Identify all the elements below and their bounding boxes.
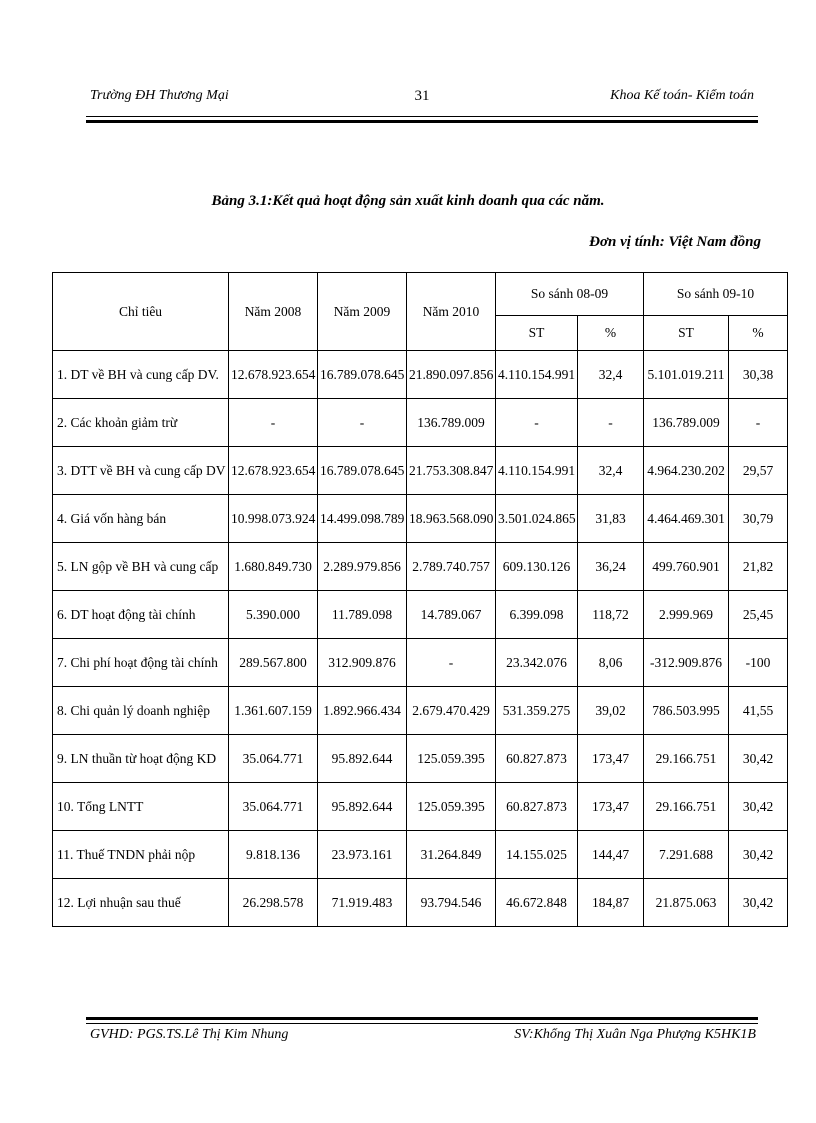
table-row (53, 687, 788, 735)
pct-08-09: 31,83 (578, 495, 644, 543)
pct-09-10: 29,57 (729, 447, 788, 495)
value-2010: 125.059.395 (407, 735, 496, 783)
pct-09-10: 21,82 (729, 543, 788, 591)
table-row (53, 591, 788, 639)
value-2008: 12.678.923.654 (229, 447, 318, 495)
diff-09-10: 5.101.019.211 (644, 351, 729, 399)
pct-08-09: 173,47 (578, 735, 644, 783)
diff-09-10: 4.964.230.202 (644, 447, 729, 495)
pct-09-10: 30,42 (729, 879, 788, 927)
value-2009: 16.789.078.645 (318, 351, 407, 399)
pct-08-09: - (578, 399, 644, 447)
subheader-st: ST (644, 316, 729, 351)
results-table (52, 272, 788, 927)
diff-08-09: 6.399.098 (496, 591, 578, 639)
diff-09-10: 21.875.063 (644, 879, 729, 927)
diff-09-10: 786.503.995 (644, 687, 729, 735)
diff-08-09: 60.827.873 (496, 735, 578, 783)
row-label: 10. Tổng LNTT (53, 783, 229, 831)
page-header (90, 88, 754, 110)
subheader-pct: % (729, 316, 788, 351)
table-row (53, 879, 788, 927)
pct-09-10: 30,79 (729, 495, 788, 543)
table-row (53, 735, 788, 783)
pct-08-09: 36,24 (578, 543, 644, 591)
value-2009: - (318, 399, 407, 447)
value-2008: 289.567.800 (229, 639, 318, 687)
pct-08-09: 144,47 (578, 831, 644, 879)
pct-09-10: 25,45 (729, 591, 788, 639)
pct-08-09: 39,02 (578, 687, 644, 735)
diff-08-09: 609.130.126 (496, 543, 578, 591)
header-compare-08-09: So sánh 08-09 (496, 273, 644, 316)
table-row (53, 543, 788, 591)
value-2008: - (229, 399, 318, 447)
header-row (53, 273, 788, 316)
value-2010: 14.789.067 (407, 591, 496, 639)
page-number: 31 (414, 88, 430, 104)
header-indicator: Chỉ tiêu (53, 273, 229, 351)
value-2008: 9.818.136 (229, 831, 318, 879)
footer-rule-thin (86, 1023, 758, 1024)
diff-09-10: 7.291.688 (644, 831, 729, 879)
value-2009: 23.973.161 (318, 831, 407, 879)
pct-09-10: - (729, 399, 788, 447)
value-2009: 1.892.966.434 (318, 687, 407, 735)
row-label: 4. Giá vốn hàng bán (53, 495, 229, 543)
table-row (53, 399, 788, 447)
value-2010: 18.963.568.090 (407, 495, 496, 543)
subheader-pct: % (578, 316, 644, 351)
header-faculty: Khoa Kế toán- Kiểm toán (610, 88, 754, 103)
value-2010: 93.794.546 (407, 879, 496, 927)
diff-08-09: 3.501.024.865 (496, 495, 578, 543)
table-row (53, 495, 788, 543)
value-2009: 71.919.483 (318, 879, 407, 927)
header-school: Trường ĐH Thương Mại (90, 88, 229, 103)
value-2009: 95.892.644 (318, 783, 407, 831)
row-label: 1. DT về BH và cung cấp DV. (53, 351, 229, 399)
value-2009: 312.909.876 (318, 639, 407, 687)
header-rule-thin (86, 116, 758, 117)
pct-08-09: 184,87 (578, 879, 644, 927)
diff-09-10: 4.464.469.301 (644, 495, 729, 543)
pct-09-10: 30,42 (729, 831, 788, 879)
diff-08-09: 4.110.154.991 (496, 447, 578, 495)
diff-08-09: 60.827.873 (496, 783, 578, 831)
diff-08-09: 14.155.025 (496, 831, 578, 879)
value-2010: - (407, 639, 496, 687)
table-row (53, 447, 788, 495)
pct-08-09: 173,47 (578, 783, 644, 831)
value-2010: 2.789.740.757 (407, 543, 496, 591)
diff-08-09: 4.110.154.991 (496, 351, 578, 399)
table-row (53, 639, 788, 687)
diff-09-10: -312.909.876 (644, 639, 729, 687)
value-2008: 1.361.607.159 (229, 687, 318, 735)
subheader-st: ST (496, 316, 578, 351)
value-2009: 11.789.098 (318, 591, 407, 639)
pct-08-09: 32,4 (578, 351, 644, 399)
diff-09-10: 2.999.969 (644, 591, 729, 639)
header-rule-thick (86, 120, 758, 123)
table-row (53, 831, 788, 879)
pct-09-10: 41,55 (729, 687, 788, 735)
row-label: 2. Các khoản giảm trừ (53, 399, 229, 447)
diff-08-09: - (496, 399, 578, 447)
diff-08-09: 46.672.848 (496, 879, 578, 927)
value-2009: 2.289.979.856 (318, 543, 407, 591)
pct-09-10: 30,42 (729, 783, 788, 831)
value-2010: 125.059.395 (407, 783, 496, 831)
value-2008: 1.680.849.730 (229, 543, 318, 591)
pct-09-10: 30,38 (729, 351, 788, 399)
table-title: Bảng 3.1:Kết quả hoạt động sản xuất kinh doanh qua các năm. (211, 193, 605, 209)
diff-09-10: 136.789.009 (644, 399, 729, 447)
pct-08-09: 118,72 (578, 591, 644, 639)
row-label: 8. Chi quản lý doanh nghiệp (53, 687, 229, 735)
row-label: 5. LN gộp về BH và cung cấp (53, 543, 229, 591)
row-label: 9. LN thuần từ hoạt động KD (53, 735, 229, 783)
row-label: 7. Chi phí hoạt động tài chính (53, 639, 229, 687)
header-year-2010: Năm 2010 (407, 273, 496, 351)
unit-note: Đơn vị tính: Việt Nam đồng (589, 234, 761, 250)
diff-09-10: 29.166.751 (644, 783, 729, 831)
diff-08-09: 23.342.076 (496, 639, 578, 687)
pct-08-09: 32,4 (578, 447, 644, 495)
pct-09-10: -100 (729, 639, 788, 687)
footer-rule-thick (86, 1017, 758, 1020)
value-2008: 35.064.771 (229, 735, 318, 783)
row-label: 11. Thuế TNDN phải nộp (53, 831, 229, 879)
footer-supervisor: GVHD: PGS.TS.Lê Thị Kim Nhung (90, 1027, 289, 1042)
pct-08-09: 8,06 (578, 639, 644, 687)
value-2009: 14.499.098.789 (318, 495, 407, 543)
table-row (53, 783, 788, 831)
row-label: 3. DTT về BH và cung cấp DV (53, 447, 229, 495)
header-year-2008: Năm 2008 (229, 273, 318, 351)
page-footer (90, 1027, 756, 1049)
value-2010: 136.789.009 (407, 399, 496, 447)
table-row (53, 351, 788, 399)
footer-student: SV:Khổng Thị Xuân Nga Phượng K5HK1B (514, 1027, 756, 1042)
value-2008: 26.298.578 (229, 879, 318, 927)
value-2008: 35.064.771 (229, 783, 318, 831)
diff-09-10: 499.760.901 (644, 543, 729, 591)
diff-08-09: 531.359.275 (496, 687, 578, 735)
value-2008: 12.678.923.654 (229, 351, 318, 399)
value-2010: 31.264.849 (407, 831, 496, 879)
row-label: 12. Lợi nhuận sau thuế (53, 879, 229, 927)
row-label: 6. DT hoạt động tài chính (53, 591, 229, 639)
header-compare-09-10: So sánh 09-10 (644, 273, 788, 316)
value-2009: 95.892.644 (318, 735, 407, 783)
value-2008: 10.998.073.924 (229, 495, 318, 543)
pct-09-10: 30,42 (729, 735, 788, 783)
value-2008: 5.390.000 (229, 591, 318, 639)
value-2010: 21.890.097.856 (407, 351, 496, 399)
value-2010: 2.679.470.429 (407, 687, 496, 735)
header-year-2009: Năm 2009 (318, 273, 407, 351)
value-2009: 16.789.078.645 (318, 447, 407, 495)
diff-09-10: 29.166.751 (644, 735, 729, 783)
value-2010: 21.753.308.847 (407, 447, 496, 495)
